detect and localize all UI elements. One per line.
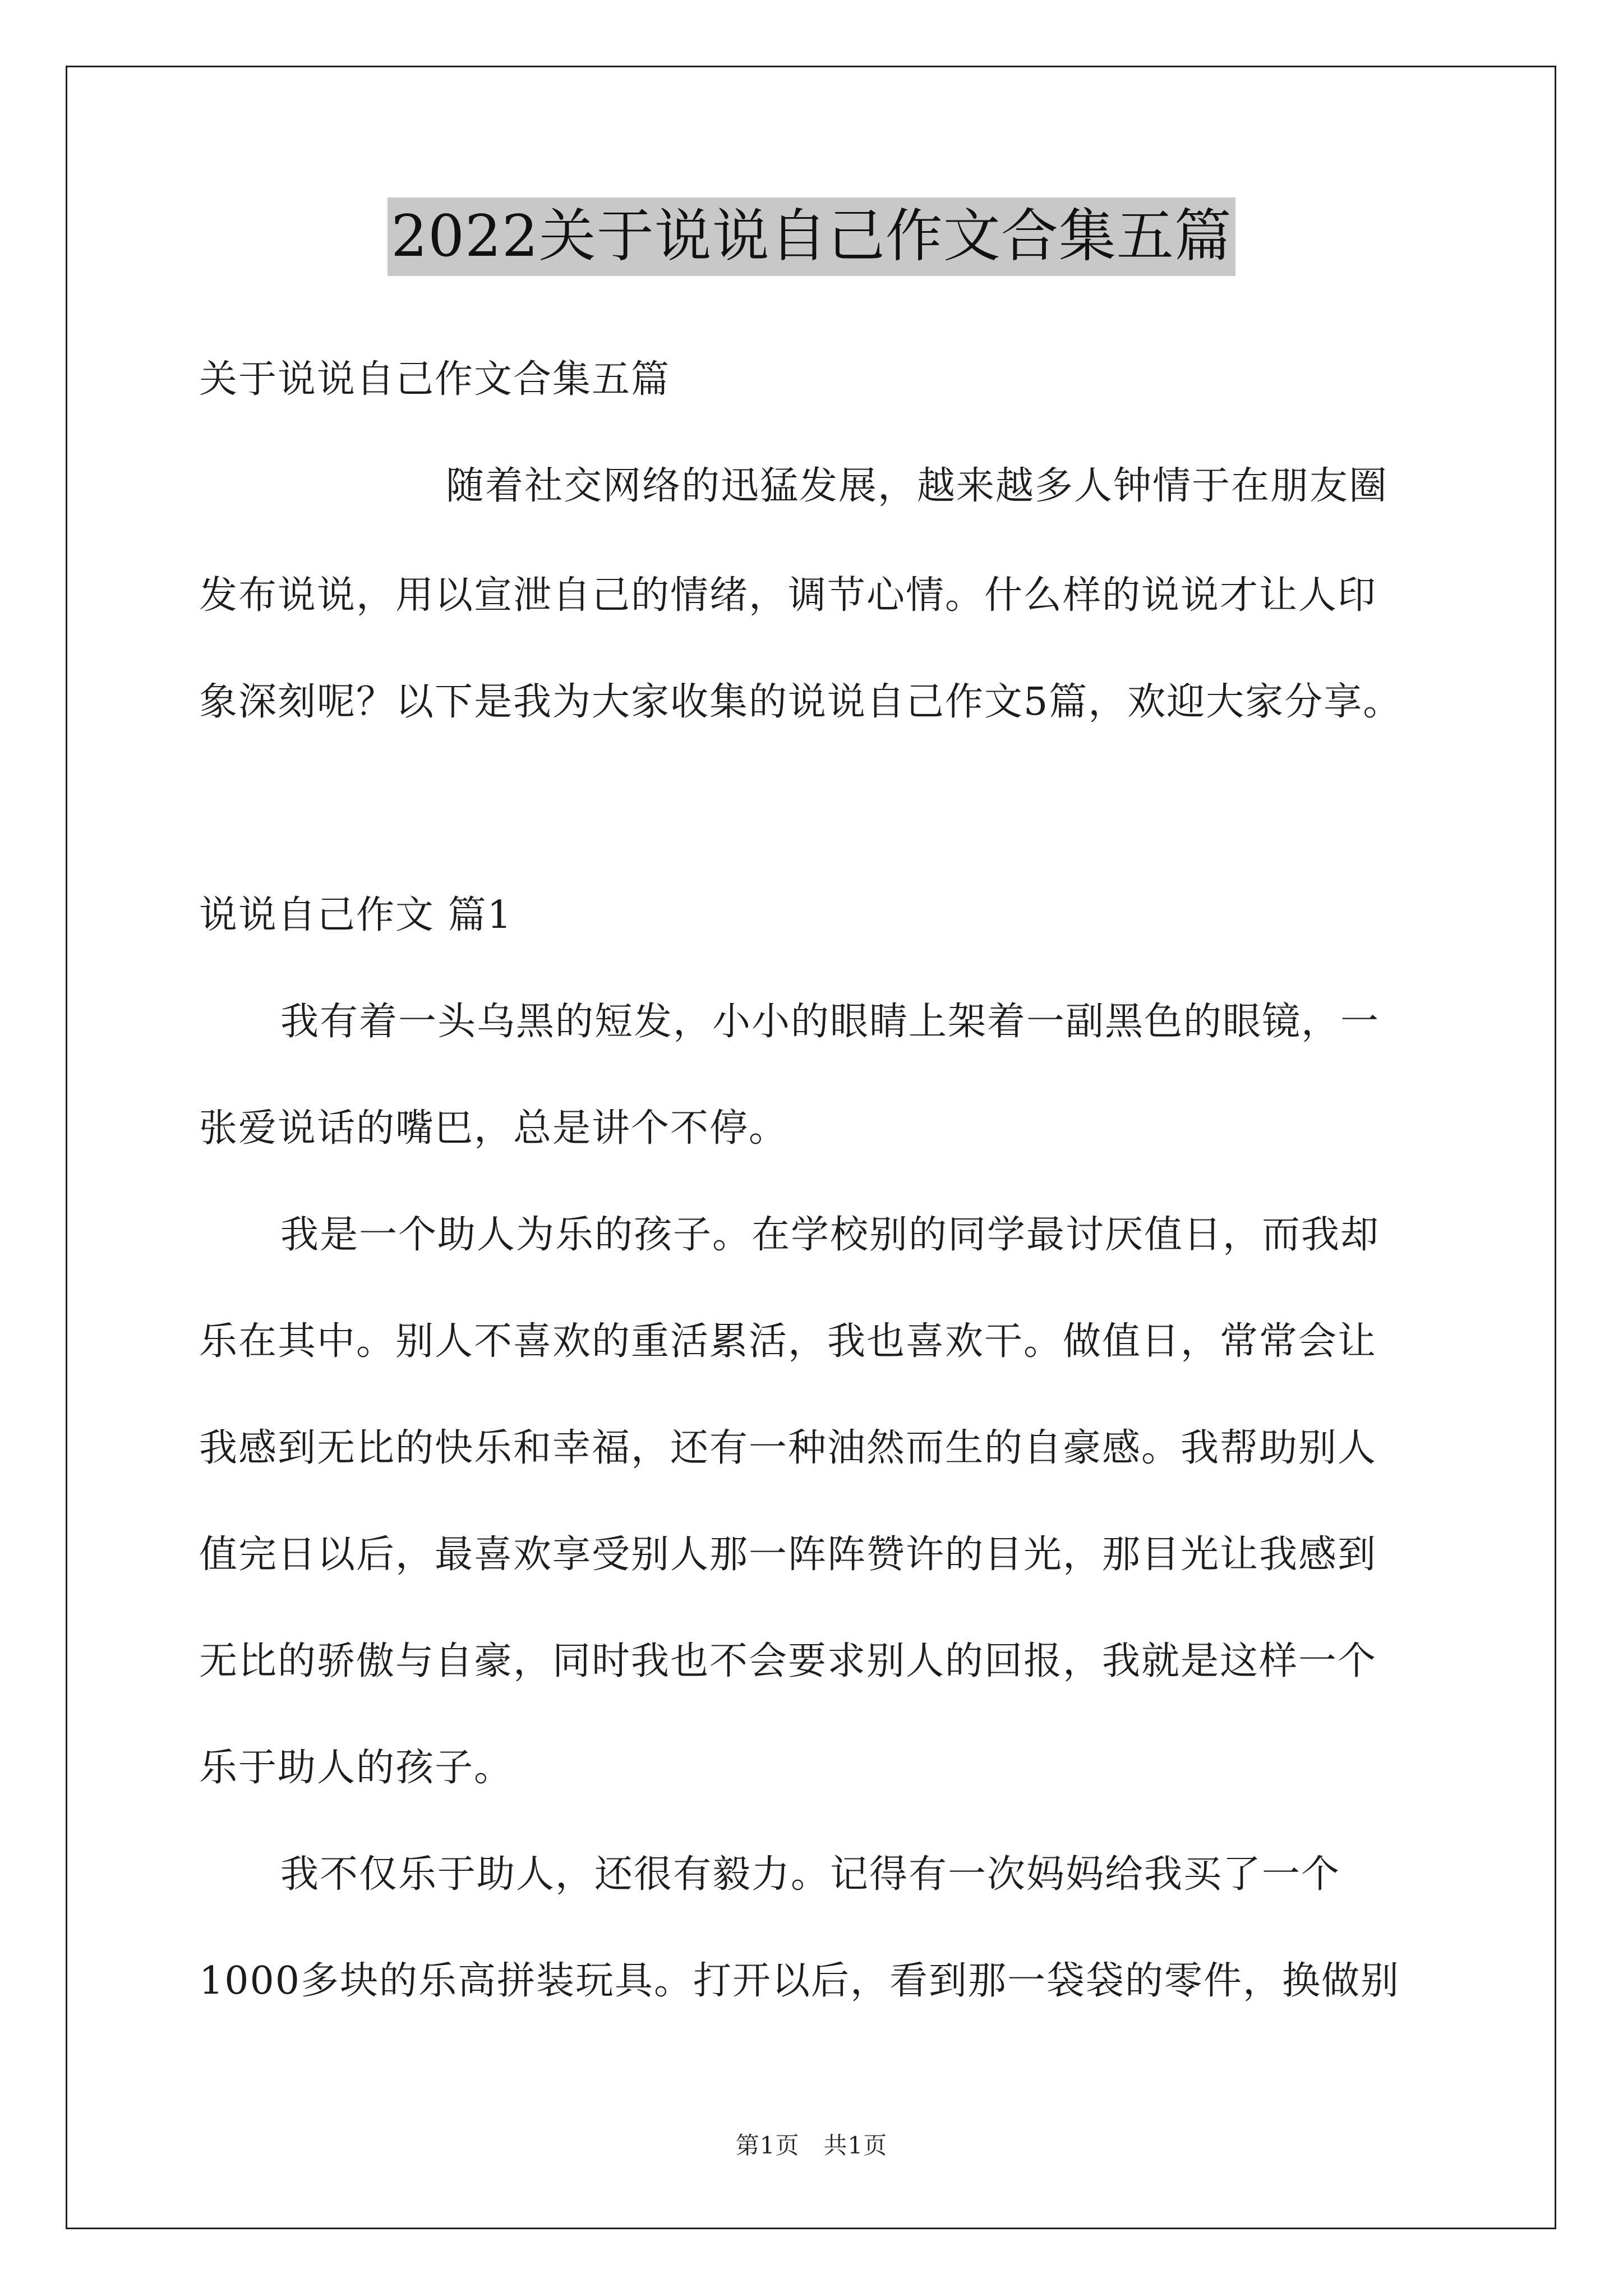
para2-line-6: 乐于助人的孩子。 bbox=[199, 1746, 514, 1790]
para3-line-2: 1000多块的乐高拼装玩具。打开以后，看到那一袋袋的零件，换做别 bbox=[199, 1959, 1400, 2003]
para3-line-1: 我不仅乐于助人，还很有毅力。记得有一次妈妈给我买了一个 bbox=[280, 1852, 1341, 1897]
para2-line-5: 无比的骄傲与自豪，同时我也不会要求别人的回报，我就是这样一个 bbox=[199, 1639, 1377, 1683]
intro-line-3: 象深刻呢？以下是我为大家收集的说说自己作文5篇，欢迎大家分享。 bbox=[199, 680, 1403, 724]
subtitle-line: 关于说说自己作文合集五篇 bbox=[199, 357, 671, 402]
intro-line-2: 发布说说，用以宣泄自己的情绪，调节心情。什么样的说说才让人印 bbox=[199, 573, 1377, 618]
para2-line-1: 我是一个助人为乐的孩子。在学校别的同学最讨厌值日，而我却 bbox=[280, 1213, 1380, 1257]
para1-line-1: 我有着一头乌黑的短发，小小的眼睛上架着一副黑色的眼镜，一 bbox=[280, 1000, 1380, 1044]
para1-line-2: 张爱说话的嘴巴，总是讲个不停。 bbox=[199, 1106, 789, 1151]
intro-line-1: 随着社交网络的迅猛发展，越来越多人钟情于在朋友圈 bbox=[446, 464, 1389, 508]
para2-line-2: 乐在其中。别人不喜欢的重活累活，我也喜欢干。做值日，常常会让 bbox=[199, 1319, 1377, 1364]
page-footer: 第1页 共1页 bbox=[735, 2132, 888, 2159]
para2-line-4: 值完日以后，最喜欢享受别人那一阵阵赞许的目光，那目光让我感到 bbox=[199, 1533, 1377, 1577]
para2-line-3: 我感到无比的快乐和幸福，还有一种油然而生的自豪感。我帮助别人 bbox=[199, 1426, 1377, 1470]
title-wrap bbox=[0, 197, 1623, 276]
document-title: 2022关于说说自己作文合集五篇 bbox=[388, 197, 1235, 276]
section-heading: 说说自己作文 篇1 bbox=[199, 893, 513, 937]
